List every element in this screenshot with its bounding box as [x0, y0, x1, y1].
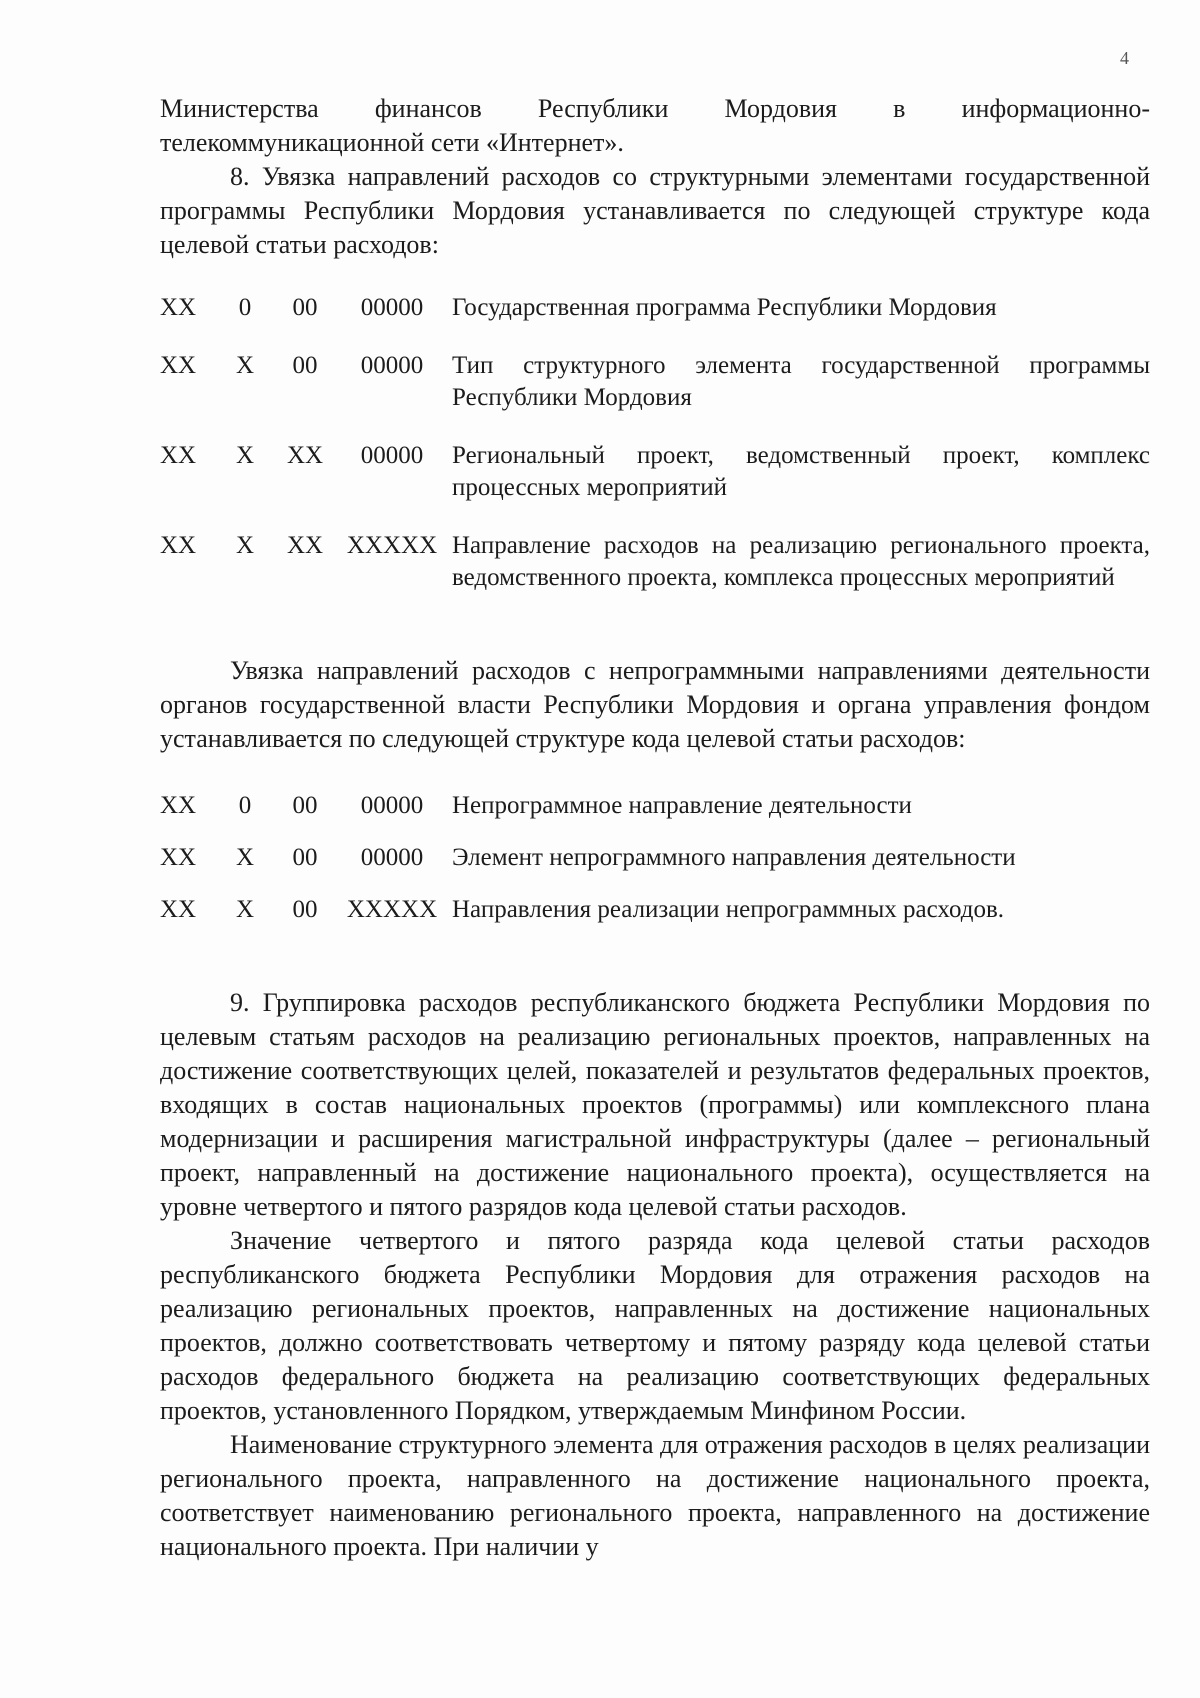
- code-segment-4: 00000: [360, 844, 424, 871]
- code-segment-3: 00: [292, 352, 318, 379]
- code-segment-2: 0: [238, 792, 252, 819]
- code-segment-1: XX: [160, 442, 197, 469]
- code-segment-1: XX: [160, 352, 197, 379]
- code-segment-2: X: [235, 442, 255, 469]
- document-body: [160, 92, 1150, 1564]
- code-segment-3: XX: [286, 442, 324, 469]
- table-row: [160, 350, 1150, 440]
- code-segment-3: XX: [286, 532, 324, 559]
- table-row: [160, 842, 1150, 894]
- code-segment-4: 00000: [360, 352, 424, 379]
- code-description: Региональный проект, ведомственный проект, комплекс процессных мероприятий: [452, 442, 1150, 501]
- naming-paragraph: Наименование структурного элемента для отражения расходов в целях реализации регионального проекта, направленного на достижение национального проекта, соответствует наименованию регионального проекта, направленного на достижение национального проекта. При наличии у: [160, 1430, 1150, 1561]
- code-segment-2: X: [235, 352, 255, 379]
- code-segment-4: 00000: [360, 792, 424, 819]
- code-segment-4: XXXXX: [346, 532, 438, 559]
- intro-paragraph: Министерства финансов Республики Мордовия в информационно-телекоммуникационной сети «Интернет».: [160, 94, 1150, 157]
- code-segment-1: XX: [160, 896, 197, 923]
- code-segment-3: 00: [292, 844, 318, 871]
- code-segment-3: 00: [292, 294, 318, 321]
- code-segment-4: 00000: [360, 294, 424, 321]
- code-segment-2: X: [235, 896, 255, 923]
- code-segment-2: 0: [238, 294, 252, 321]
- code-segment-2: X: [235, 844, 255, 871]
- code-segment-1: XX: [160, 294, 197, 321]
- code-segment-1: XX: [160, 792, 197, 819]
- section-8-paragraph: 8. Увязка направлений расходов со структурными элементами государственной программы Республики Мордовия устанавливается по следующей структуре кода целевой статьи расходов:: [160, 162, 1150, 259]
- table-row: [160, 292, 1150, 350]
- nonprogram-paragraph: Увязка направлений расходов с непрограммными направлениями деятельности органов государственной власти Республики Мордовия и органа управления фондом устанавливается по следующей структуре кода целевой статьи расходов:: [160, 656, 1150, 753]
- code-description: Направление расходов на реализацию регионального проекта, ведомственного проекта, комплекса процессных мероприятий: [452, 532, 1150, 591]
- code-segment-4: 00000: [360, 442, 424, 469]
- table-row: [160, 894, 1150, 946]
- code-segment-3: 00: [292, 896, 318, 923]
- code-description: Государственная программа Республики Мордовия: [452, 294, 997, 321]
- table-row: [160, 530, 1150, 620]
- code-description: Тип структурного элемента государственной программы Республики Мордовия: [452, 352, 1150, 411]
- code-segment-4: XXXXX: [346, 896, 438, 923]
- table-row: [160, 790, 1150, 842]
- code-segment-2: X: [235, 532, 255, 559]
- section-9-paragraph: 9. Группировка расходов республиканского бюджета Республики Мордовия по целевым статьям расходов на реализацию региональных проектов, направленных на достижение соответствующих целей, показателей и результатов федеральных проектов, входящих в состав национальных проектов (программы) или комплексного плана модернизации и расширения магистральной инфраструктуры (далее – региональный проект, направленный на достижение национального проекта), осуществляется на уровне четвертого и пятого разрядов кода целевой статьи расходов.: [160, 988, 1150, 1221]
- code-description: Непрограммное направление деятельности: [452, 792, 912, 819]
- code-description: Элемент непрограммного направления деятельности: [452, 844, 1016, 871]
- code-segment-3: 00: [292, 792, 318, 819]
- page-number: 4: [1120, 48, 1129, 68]
- value-paragraph: Значение четвертого и пятого разряда кода целевой статьи расходов республиканского бюджета Республики Мордовия для отражения расходов на реализацию региональных проектов, направленных на достижение национальных проектов, должно соответствовать четвертому и пятому разряду кода целевой статьи расходов федерального бюджета на реализацию соответствующих федеральных проектов, установленного Порядком, утверждаемым Минфином России.: [160, 1226, 1150, 1425]
- nonprogram-code-table: [160, 790, 1150, 946]
- code-description: Направления реализации непрограммных расходов.: [452, 896, 1005, 923]
- code-segment-1: XX: [160, 844, 197, 871]
- table-row: [160, 440, 1150, 530]
- program-code-table: [160, 292, 1150, 620]
- code-segment-1: XX: [160, 532, 197, 559]
